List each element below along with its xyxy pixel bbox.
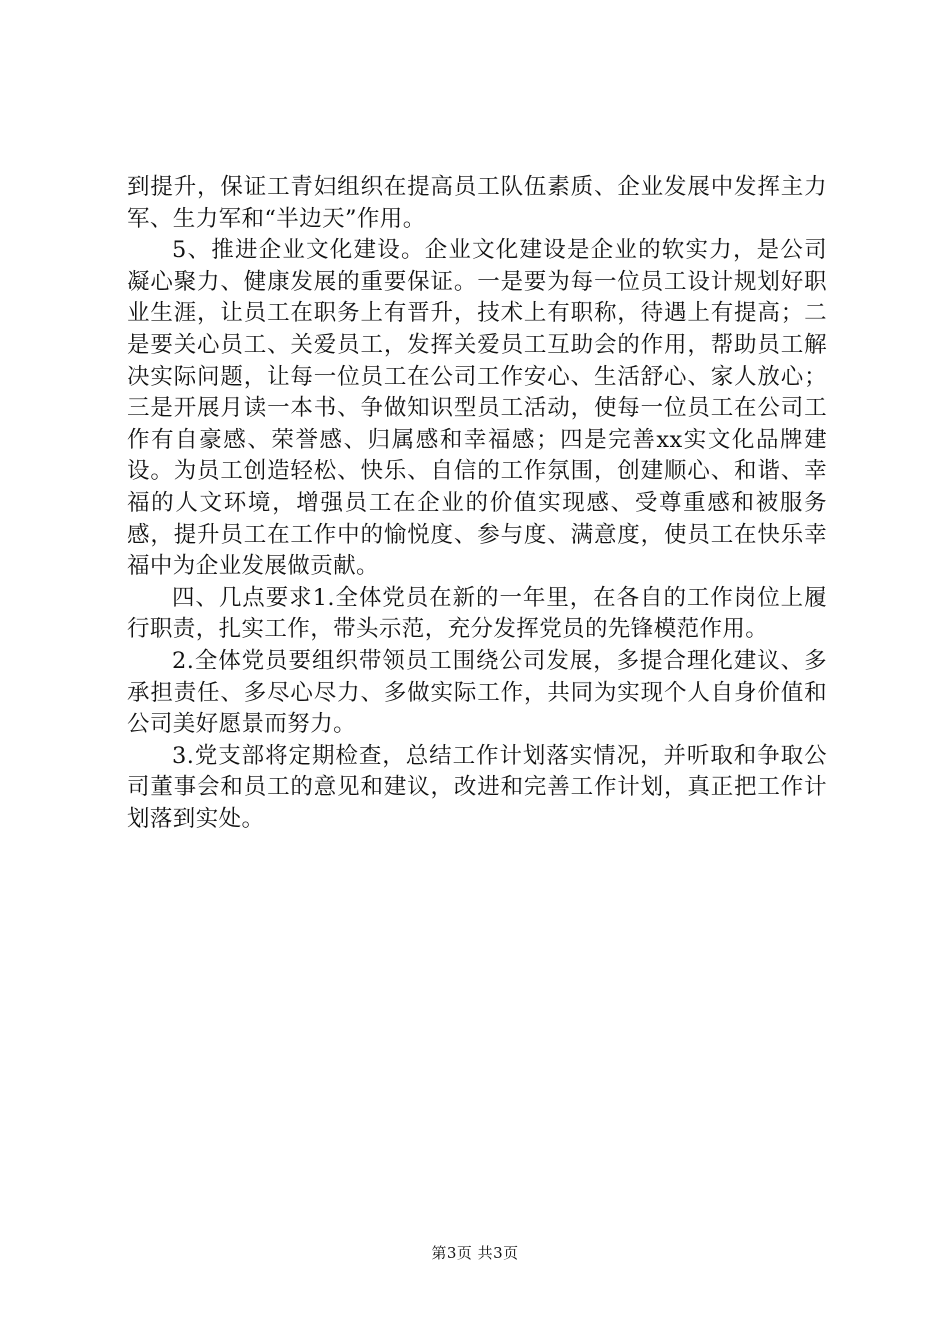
page-number-label: 第3页 共3页 xyxy=(431,1244,519,1262)
paragraph-requirements-2: 2.全体党员要组织带领员工围绕公司发展，多提合理化建议、多承担责任、多尽心尽力、多做实际工作，共同为实现个人自身价值和公司美好愿景而努力。 xyxy=(127,647,827,738)
paragraph-requirements-1: 四、几点要求1.全体党员在新的一年里，在各自的工作岗位上履行职责，扎实工作，带头示范，充分发挥党员的先锋模范作用。 xyxy=(127,584,827,643)
paragraph-requirements-3: 3.党支部将定期检查，总结工作计划落实情况，并听取和争取公司董事会和员工的意见和建议，改进和完善工作计划，真正把工作计划落到实处。 xyxy=(127,742,827,832)
page-footer xyxy=(0,1243,950,1263)
paragraph-corporate-culture: 5、推进企业文化建设。企业文化建设是企业的软实力，是公司凝心聚力、健康发展的重要保证。一是要为每一位员工设计规划好职业生涯，让员工在职务上有晋升，技术上有职称，待遇上有提高；二是要关心员工、关爱员工，发挥关爱员工互助会的作用，帮助员工解决实际问题，让每一位员工在公司工作安心、生活舒心、家人放心；三是开展月读一本书、争做知识型员工活动，使每一位员工在公司工作有自豪感、荣誉感、归属感和幸福感；四是完善xx实文化品牌建设。为员工创造轻松、快乐、自信的工作氛围，创建顺心、和谐、幸福的人文环境，增强员工在企业的价值实现感、受尊重感和被服务感，提升员工在工作中的愉悦度、参与度、满意度，使员工在快乐幸福中为企业发展做贡献。 xyxy=(127,237,827,580)
document-body xyxy=(127,172,827,835)
paragraph-continuation: 到提升，保证工青妇组织在提高员工队伍素质、企业发展中发挥主力军、生力军和“半边天”作用。 xyxy=(127,174,827,232)
